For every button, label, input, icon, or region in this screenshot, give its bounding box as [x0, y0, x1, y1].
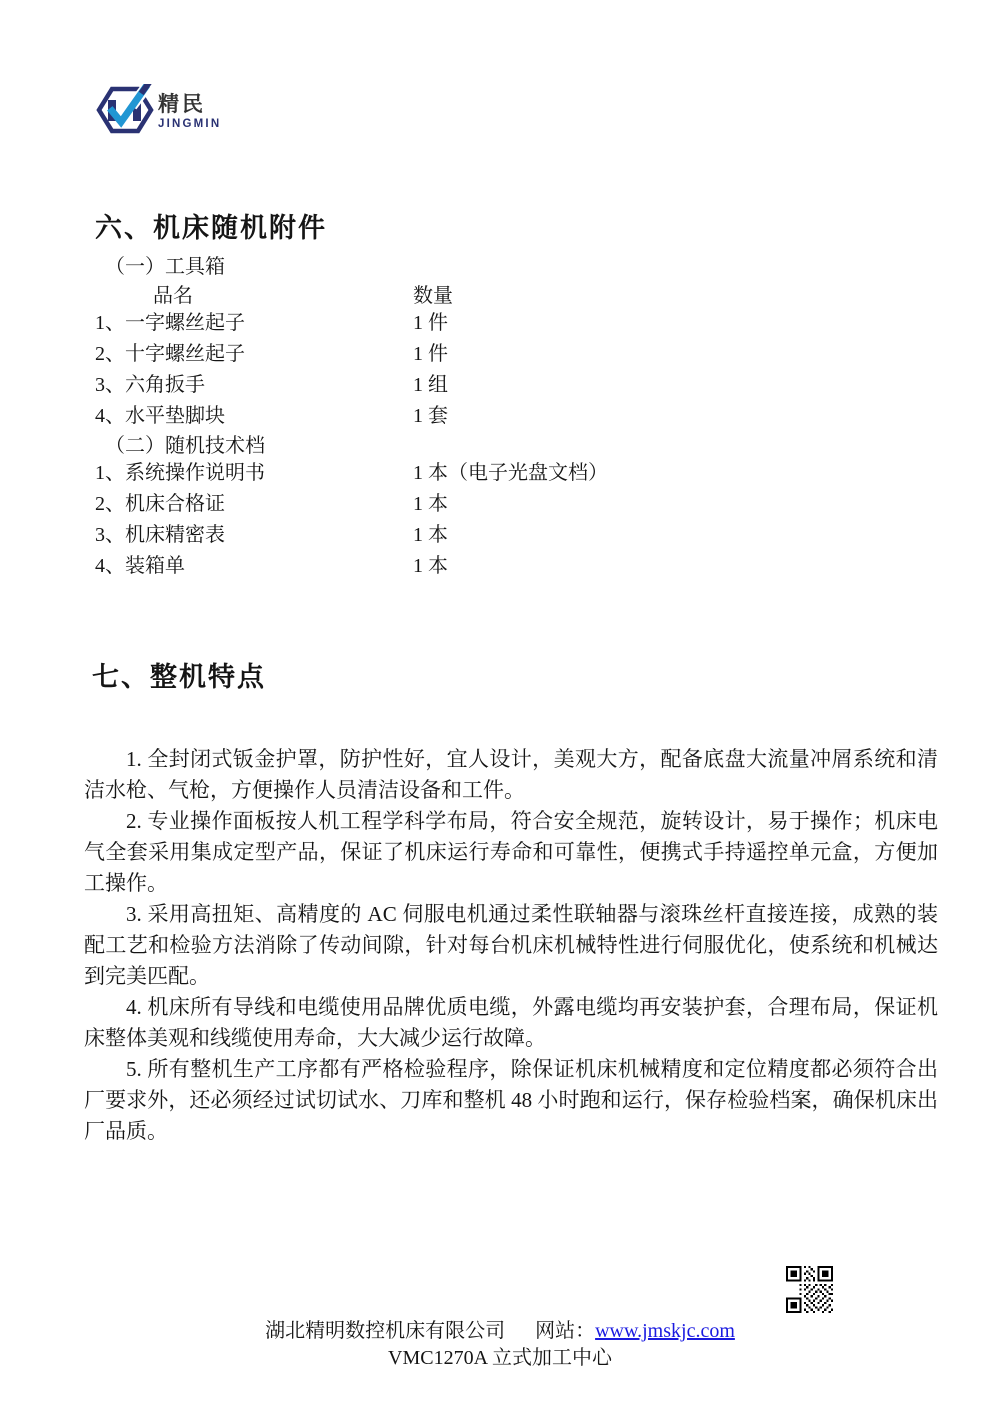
model-name: VMC1270A 立式加工中心 — [388, 1347, 612, 1369]
list-item — [95, 339, 955, 370]
list-item — [95, 401, 955, 432]
item-name: 1、系统操作说明书 — [95, 462, 265, 484]
feature-paragraph: 3. 采用高扭矩、高精度的 AC 伺服电机通过柔性联轴器与滚珠丝杆直接连接，成熟的装配工艺和检验方法消除了传动间隙，针对每台机床机械特性进行伺服优化，使系统和机械达到完美匹配。 — [84, 902, 938, 988]
item-qty: 1 本 — [413, 524, 448, 546]
item-name: 3、机床精密表 — [95, 524, 225, 546]
item-qty: 1 本 — [413, 555, 448, 577]
item-qty: 1 本 — [413, 493, 448, 515]
list-header — [95, 284, 955, 308]
list-item — [95, 370, 955, 401]
footer — [0, 1318, 1000, 1371]
features-paragraphs — [84, 744, 938, 1147]
section-accessories — [95, 211, 955, 582]
item-qty: 1 本（电子光盘文档） — [413, 462, 608, 484]
section-features-title: 七、整机特点 — [92, 662, 266, 692]
subsection-toolbox-title: （一）工具箱 — [105, 256, 225, 278]
qr-code — [786, 1266, 833, 1313]
brand-name-en: JINGMIN — [158, 118, 222, 130]
website-link[interactable]: www.jmskjc.com — [595, 1320, 735, 1342]
subsection-docs-title: （二）随机技术档 — [105, 435, 265, 457]
item-qty: 1 件 — [413, 343, 448, 365]
item-name: 2、十字螺丝起子 — [95, 343, 245, 365]
section-accessories-title: 六、机床随机附件 — [95, 213, 327, 243]
feature-paragraph: 4. 机床所有导线和电缆使用品牌优质电缆，外露电缆均再安装护套，合理布局，保证机床整体美观和线缆使用寿命，大大减少运行故障。 — [84, 995, 938, 1050]
list-item — [95, 458, 955, 489]
qr-code-graphic — [786, 1266, 833, 1313]
logo-graphic — [96, 84, 231, 138]
column-header-qty: 数量 — [413, 285, 453, 307]
feature-paragraph: 1. 全封闭式钣金护罩，防护性好，宜人设计，美观大方，配备底盘大流量冲屑系统和清洁水枪、气枪，方便操作人员清洁设备和工件。 — [84, 747, 938, 802]
item-name: 4、水平垫脚块 — [95, 405, 225, 427]
company-logo — [96, 84, 231, 138]
column-header-name: 品名 — [153, 285, 193, 307]
feature-paragraph: 2. 专业操作面板按人机工程学科学布局，符合安全规范，旋转设计，易于操作；机床电气全套采用集成定型产品，保证了机床运行寿命和可靠性，便携式手持遥控单元盒，方便加工操作。 — [84, 809, 938, 895]
brand-name-cn: 精民 — [158, 93, 206, 116]
item-qty: 1 组 — [413, 374, 448, 396]
list-item — [95, 520, 955, 551]
item-name: 3、六角扳手 — [95, 374, 205, 396]
footer-company-line — [0, 1318, 1000, 1345]
item-name: 4、装箱单 — [95, 555, 185, 577]
list-item — [95, 551, 955, 582]
item-name: 2、机床合格证 — [95, 493, 225, 515]
item-name: 1、一字螺丝起子 — [95, 312, 245, 334]
feature-paragraph: 5. 所有整机生产工序都有严格检验程序，除保证机床机械精度和定位精度都必须符合出厂要求外，还必须经过试切试水、刀库和整机 48 小时跑和运行，保存检验档案，确保机床出厂品质。 — [84, 1057, 938, 1143]
website-label: 网站： — [535, 1320, 596, 1342]
item-qty: 1 套 — [413, 405, 448, 427]
list-item — [95, 308, 955, 339]
list-item — [95, 489, 955, 520]
company-name: 湖北精明数控机床有限公司 — [265, 1320, 506, 1342]
section-features — [84, 660, 938, 1147]
item-qty: 1 件 — [413, 312, 448, 334]
pen-tip-icon — [143, 84, 148, 91]
